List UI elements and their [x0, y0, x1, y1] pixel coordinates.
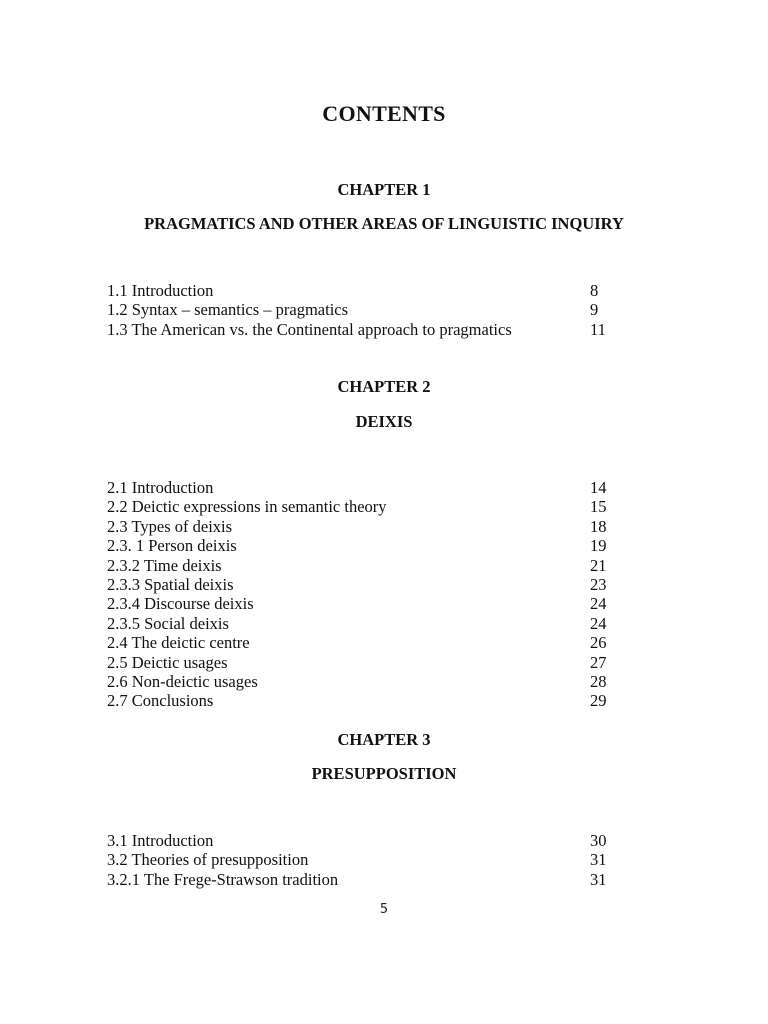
toc-entry-label: 2.7 Conclusions [107, 691, 214, 711]
toc-entry-label: 2.3. 1 Person deixis [107, 536, 237, 556]
toc-entry-page: 15 [590, 497, 607, 517]
toc-entry [107, 831, 627, 850]
page-title: CONTENTS [322, 101, 446, 126]
toc-entry-label: 3.2.1 The Frege-Strawson tradition [107, 869, 339, 889]
toc-entry-label: 1.2 Syntax – semantics – pragmatics [107, 300, 349, 320]
toc-entry-page: 26 [590, 633, 607, 653]
toc-entry [107, 691, 627, 710]
toc-entry-label: 2.3.5 Social deixis [107, 613, 229, 633]
toc-entry-page: 31 [590, 850, 607, 870]
toc-entry [107, 281, 627, 300]
toc-entry-page: 24 [590, 613, 607, 633]
toc-entry-label: 3.2 Theories of presupposition [107, 850, 309, 870]
toc-entry-label: 2.1 Introduction [107, 478, 214, 497]
toc-entry [107, 653, 627, 672]
toc-entry [107, 556, 627, 575]
toc-entry [107, 633, 627, 652]
toc-entry-label: 3.1 Introduction [107, 831, 214, 850]
toc-entry-page: 30 [590, 831, 607, 850]
toc-entry-label: 2.6 Non-deictic usages [107, 671, 258, 691]
chapter-2-title: DEIXIS [355, 412, 413, 431]
toc-entry-label: 2.3.4 Discourse deixis [107, 594, 254, 614]
toc-entry [107, 850, 627, 869]
toc-entry [107, 594, 627, 613]
toc-entry-page: 19 [590, 536, 607, 556]
toc-entry [107, 517, 627, 536]
chapter-1-label: CHAPTER 1 [337, 180, 431, 199]
chapter-3-label: CHAPTER 3 [337, 730, 431, 749]
chapter-3-title: PRESUPPOSITION [311, 764, 457, 783]
chapter-3-toc-list [107, 831, 627, 889]
toc-entry [107, 870, 627, 889]
toc-entry [107, 672, 627, 691]
toc-entry-label: 2.4 The deictic centre [107, 633, 250, 653]
toc-entry [107, 614, 627, 633]
toc-entry [107, 478, 627, 497]
chapter-1-toc-list [107, 281, 627, 339]
chapter-2-toc-list [107, 478, 627, 711]
toc-entry-page: 8 [590, 281, 599, 300]
toc-entry-page: 23 [590, 574, 607, 594]
page-number: 5 [379, 902, 389, 917]
toc-entry-label: 2.3.3 Spatial deixis [107, 574, 234, 594]
toc-entry-page: 21 [590, 555, 607, 575]
toc-entry-page: 18 [590, 516, 607, 536]
toc-entry-label: 1.3 The American vs. the Continental approach to pragmatics [107, 319, 512, 339]
toc-entry-page: 11 [590, 319, 606, 339]
toc-entry-page: 31 [590, 869, 607, 889]
toc-entry [107, 536, 627, 555]
toc-entry-page: 27 [590, 652, 607, 672]
toc-entry-label: 2.2 Deictic expressions in semantic theory [107, 497, 387, 517]
toc-entry [107, 300, 627, 319]
chapter-2-label: CHAPTER 2 [337, 377, 431, 396]
toc-entry [107, 497, 627, 516]
toc-entry-label: 1.1 Introduction [107, 281, 214, 300]
toc-entry-page: 24 [590, 594, 607, 614]
toc-entry-page: 14 [590, 478, 607, 497]
toc-entry-page: 9 [590, 300, 599, 320]
toc-entry-label: 2.3 Types of deixis [107, 516, 233, 536]
toc-entry-page: 29 [590, 691, 607, 711]
toc-entry [107, 320, 627, 339]
toc-entry [107, 575, 627, 594]
toc-entry-label: 2.5 Deictic usages [107, 652, 228, 672]
toc-entry-page: 28 [590, 671, 607, 691]
chapter-1-title: PRAGMATICS AND OTHER AREAS OF LINGUISTIC INQUIRY [144, 214, 624, 233]
toc-entry-label: 2.3.2 Time deixis [107, 555, 222, 575]
